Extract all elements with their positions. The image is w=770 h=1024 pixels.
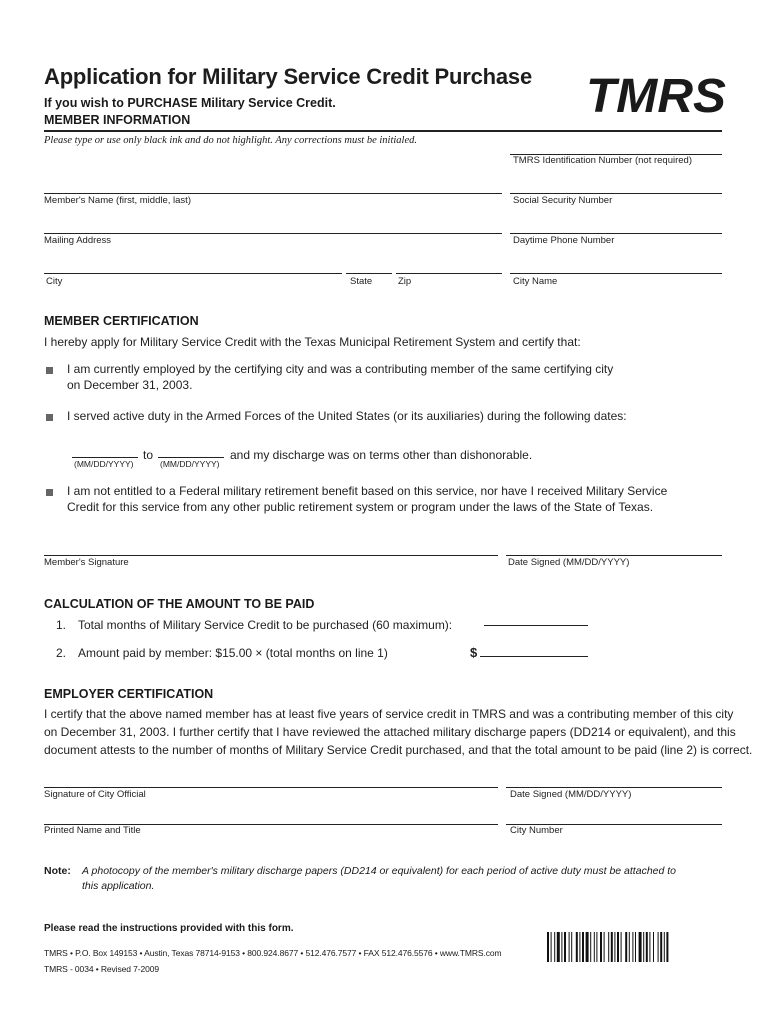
barcode-icon: [546, 932, 728, 962]
certification-item-3: I am not entitled to a Federal military retirement benefit based on this service, nor have I received Military Service: [67, 484, 668, 498]
bullet-icon: [46, 489, 53, 496]
official-date-line: [506, 787, 722, 788]
total-months-line: [484, 625, 588, 626]
footer-address: TMRS • P.O. Box 149153 • Austin, Texas 78714-9153 • 800.924.8677 • 512.476.7577 • FAX 512.476.5576 • www.TMRS.com: [44, 948, 502, 958]
member-information-heading: MEMBER INFORMATION: [44, 113, 191, 127]
official-date-signed-label: Date Signed (MM/DD/YYYY): [510, 789, 632, 800]
zip-label: Zip: [398, 276, 412, 287]
service-end-line: [158, 457, 224, 458]
member-signature-label: Member's Signature: [44, 557, 129, 568]
bullet-icon: [46, 367, 53, 374]
official-date-signed-input[interactable]: [506, 773, 722, 787]
line-2-text: Amount paid by member: $15.00 × (total months on line 1): [78, 646, 388, 660]
certification-item-3-cont: Credit for this service from any other public retirement system or program under the laws of the State of Texas.: [67, 500, 654, 514]
member-name-line: [44, 193, 502, 194]
mailing-address-line: [44, 233, 502, 234]
city-number-input[interactable]: [506, 810, 722, 824]
service-start-date-label: (MM/DD/YYYY): [74, 459, 134, 469]
zip-line: [396, 273, 502, 274]
bullet-icon: [46, 414, 53, 421]
note-text: A photocopy of the member's military discharge papers (DD214 or equivalent) for each period of active duty must be attached to: [82, 865, 677, 877]
note-text-cont: this application.: [82, 880, 155, 892]
service-end-date-input[interactable]: [158, 444, 224, 457]
state-label: State: [350, 276, 373, 287]
ssn-label: Social Security Number: [513, 195, 613, 206]
city-name-line: [510, 273, 722, 274]
employer-certification-heading: EMPLOYER CERTIFICATION: [44, 687, 214, 701]
employer-text-line-3: document attests to the number of months of Military Service Credit purchased, and that the total amount to be paid (line 2) is correct.: [44, 743, 753, 757]
city-input[interactable]: [44, 259, 342, 273]
member-name-input[interactable]: [44, 179, 502, 193]
mailing-address-input[interactable]: [44, 219, 502, 233]
form-title: Application for Military Service Credit Purchase: [44, 64, 532, 89]
ssn-line: [510, 193, 722, 194]
footer-form-id: TMRS - 0034 • Revised 7-2009: [44, 964, 159, 974]
line-1-text: Total months of Military Service Credit to be purchased (60 maximum):: [78, 618, 453, 632]
service-start-date-input[interactable]: [72, 444, 138, 457]
line-2-number: 2.: [56, 646, 67, 660]
member-certification-heading: MEMBER CERTIFICATION: [44, 314, 199, 328]
city-name-input[interactable]: [510, 259, 722, 273]
tmrs-id-label: TMRS Identification Number (not required): [513, 155, 692, 166]
member-signature-line: [44, 555, 498, 556]
footer-instructions: Please read the instructions provided with this form.: [44, 923, 294, 934]
tmrs-id-input[interactable]: [510, 140, 722, 154]
city-number-label: City Number: [510, 825, 563, 836]
calculation-heading: CALCULATION OF THE AMOUNT TO BE PAID: [44, 597, 315, 611]
printed-name-label: Printed Name and Title: [44, 825, 141, 836]
service-start-line: [72, 457, 138, 458]
phone-line: [510, 233, 722, 234]
printed-name-input[interactable]: [44, 810, 498, 824]
tmrs-logo: [585, 68, 727, 120]
state-input[interactable]: [346, 259, 392, 273]
official-signature-input[interactable]: [44, 773, 498, 787]
employer-text-line-2: on December 31, 2003. I further certify that I have reviewed the attached military discharge papers (DD214 or equivalent), and this: [44, 725, 736, 739]
total-months-input[interactable]: [484, 612, 588, 625]
line-1-number: 1.: [56, 618, 67, 632]
city-label: City: [46, 276, 63, 287]
certification-intro: I hereby apply for Military Service Credit with the Texas Municipal Retirement System and certify that:: [44, 335, 581, 349]
dollar-sign: $: [470, 645, 478, 660]
heading-rule: [44, 130, 722, 132]
mailing-address-label: Mailing Address: [44, 235, 112, 246]
certification-item-1-cont: on December 31, 2003.: [67, 378, 193, 392]
official-signature-label: Signature of City Official: [44, 789, 146, 800]
state-line: [346, 273, 392, 274]
form-subtitle: If you wish to PURCHASE Military Service Credit.: [44, 96, 336, 110]
note-label: Note:: [44, 865, 71, 877]
official-signature-line: [44, 787, 498, 788]
employer-text-line-1: I certify that the above named member has at least five years of service credit in TMRS and was a contributing member of this city: [44, 707, 734, 721]
phone-input[interactable]: [510, 219, 722, 233]
certification-item-2: I served active duty in the Armed Forces of the United States (or its auxiliaries) during the following dates:: [67, 409, 627, 423]
discharge-text: and my discharge was on terms other than dishonorable.: [230, 448, 533, 462]
to-text: to: [143, 448, 154, 462]
city-name-label: City Name: [513, 276, 558, 287]
ssn-input[interactable]: [510, 179, 722, 193]
amount-paid-input[interactable]: [480, 643, 588, 656]
member-date-signed-input[interactable]: [506, 541, 722, 555]
member-signature-input[interactable]: [44, 541, 498, 555]
amount-paid-line: [480, 656, 588, 657]
instructions-text: Please type or use only black ink and do not highlight. Any corrections must be initialed.: [44, 135, 417, 146]
city-line: [44, 273, 342, 274]
member-date-signed-label: Date Signed (MM/DD/YYYY): [508, 557, 630, 568]
member-name-label: Member's Name (first, middle, last): [44, 195, 191, 206]
certification-item-1: I am currently employed by the certifying city and was a contributing member of the same certifying city: [67, 362, 614, 376]
service-end-date-label: (MM/DD/YYYY): [160, 459, 220, 469]
logo-text: TMRS: [586, 70, 726, 120]
zip-input[interactable]: [396, 259, 502, 273]
member-date-line: [506, 555, 722, 556]
phone-label: Daytime Phone Number: [513, 235, 615, 246]
